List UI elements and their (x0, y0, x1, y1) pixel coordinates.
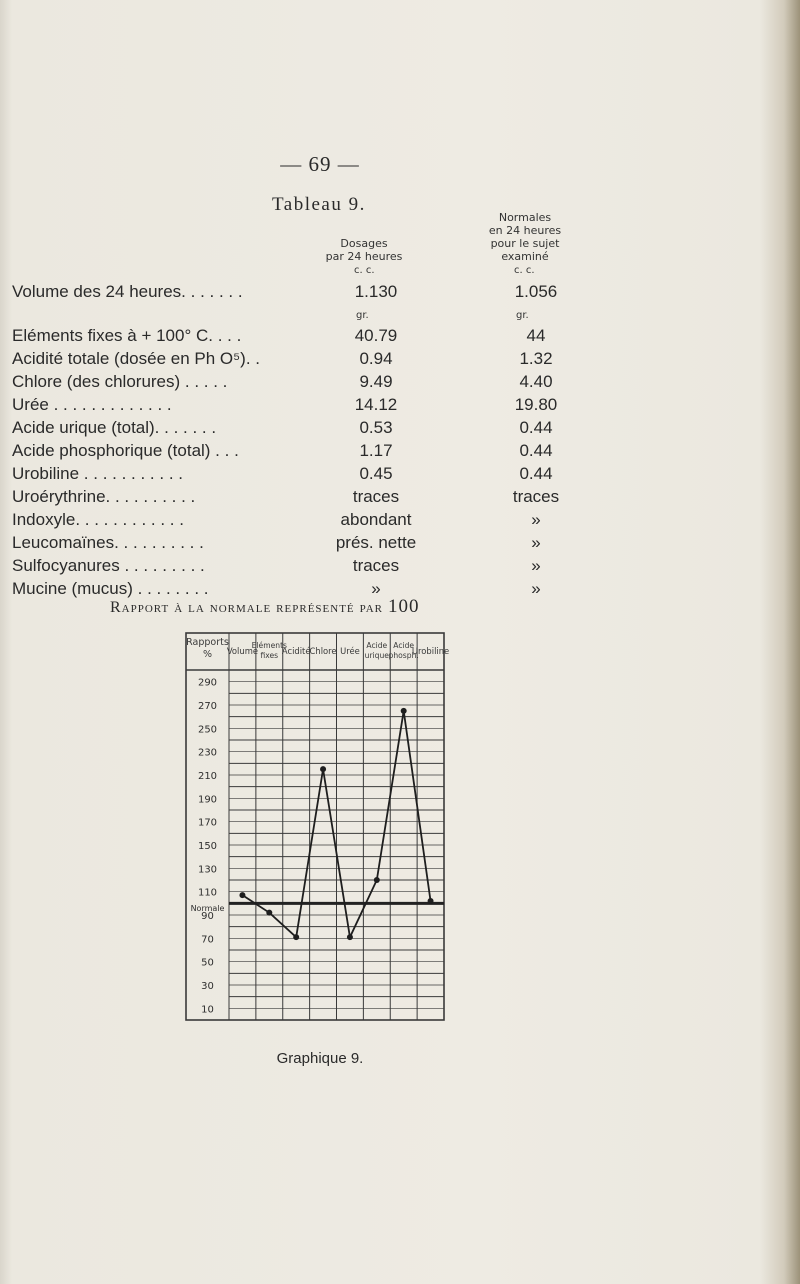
y-tick-label: Normale (190, 903, 225, 913)
row-normale: 19.80 (514, 395, 558, 414)
category-label: Eléments (251, 641, 288, 650)
y-tick-label: 50 (201, 957, 214, 969)
header-label-rapports: % (202, 649, 213, 660)
category-label: urique (364, 651, 389, 660)
row-normale: 4.40 (519, 372, 553, 391)
row-label: Acide urique (total). . . . . . . (12, 418, 217, 437)
data-point (239, 892, 245, 898)
rapport-value: 100 (388, 596, 420, 617)
y-tick-label: 190 (197, 794, 218, 806)
row-normale: » (531, 533, 541, 552)
row-label: Acide phosphorique (total) . . . (12, 441, 239, 460)
row-normale: 0.44 (519, 441, 553, 460)
y-tick-label: 230 (197, 747, 218, 759)
row-dosage: traces (352, 487, 400, 506)
category-label: Acidité (281, 646, 311, 656)
y-tick-label: 30 (201, 981, 214, 992)
row-label: Sulfocyanures . . . . . . . . . (12, 556, 205, 575)
y-tick-label: 150 (197, 841, 218, 852)
data-point (374, 877, 380, 883)
row-label: Mucine (mucus) . . . . . . . . (12, 579, 209, 598)
rapport-title: Rapport à la normale représenté par (110, 599, 384, 616)
row-normale: traces (512, 487, 560, 506)
data-point (428, 898, 434, 904)
column-header-line: Normales (498, 211, 552, 224)
data-point (320, 766, 326, 772)
y-tick-label: 170 (197, 817, 218, 829)
y-tick-label: 70 (201, 934, 214, 946)
row-dosage: 9.49 (359, 372, 393, 391)
category-label: fixes (260, 651, 279, 660)
column-header-line: par 24 heures (325, 250, 403, 263)
row-dosage: 1.17 (359, 441, 393, 460)
row-label: Uroérythrine. . . . . . . . . . (12, 487, 196, 506)
y-tick-label: 290 (197, 677, 218, 689)
row-dosage: traces (352, 556, 400, 575)
row-dosage: 1.130 (354, 282, 398, 301)
row-normale: 1.32 (519, 349, 553, 368)
row-normale: 44 (526, 326, 546, 345)
row-normale: » (531, 579, 541, 598)
category-label: phosph. (388, 651, 419, 660)
row-dosage: 0.94 (359, 349, 393, 368)
row-label: Urobiline . . . . . . . . . . . (12, 464, 183, 483)
category-label: Volume (226, 646, 259, 656)
row-dosage: 0.45 (359, 464, 393, 483)
data-point (266, 910, 272, 916)
category-label: Acide (366, 641, 388, 650)
row-label: Urée . . . . . . . . . . . . . (12, 395, 172, 414)
column-header-line: examiné (501, 250, 549, 263)
unit-gr-normale: gr. (516, 310, 529, 321)
data-point (401, 708, 407, 714)
row-label: Leucomaïnes. . . . . . . . . . (12, 533, 204, 552)
row-dosage: abondant (340, 510, 412, 529)
row-label: Volume des 24 heures. . . . . . . (12, 282, 243, 301)
unit-cc-dosage: c. c. (354, 265, 375, 276)
y-tick-label: 250 (197, 724, 218, 736)
category-label: Acide (393, 641, 415, 650)
y-tick-label: 110 (197, 887, 218, 899)
category-label: Urée (340, 646, 360, 656)
column-header-line: pour le sujet (490, 237, 560, 250)
y-tick-label: 130 (197, 864, 218, 876)
row-dosage: prés. nette (335, 533, 417, 552)
row-normale: 0.44 (519, 464, 553, 483)
row-dosage: 14.12 (354, 395, 398, 414)
category-label: Chlore (309, 646, 337, 656)
row-dosage: 0.53 (359, 418, 393, 437)
row-normale: » (531, 510, 541, 529)
y-tick-label: 10 (201, 1004, 214, 1016)
y-tick-label: 270 (197, 701, 218, 712)
data-point (293, 934, 299, 940)
category-label: Urobiline (411, 646, 450, 656)
row-label: Chlore (des chlorures) . . . . . (12, 372, 228, 391)
data-point (347, 934, 353, 940)
column-header-line: en 24 heures (488, 224, 562, 237)
row-dosage: 40.79 (354, 326, 398, 345)
graph-caption: Graphique 9. (276, 1050, 364, 1067)
row-normale: » (531, 556, 541, 575)
column-header-line: Dosages (340, 237, 388, 250)
unit-gr-dosage: gr. (356, 310, 369, 321)
row-normale: 0.44 (519, 418, 553, 437)
row-normale: 1.056 (514, 282, 558, 301)
row-label: Acidité totale (dosée en Ph O⁵). . (12, 349, 261, 368)
row-dosage: » (371, 579, 381, 598)
row-label: Eléments fixes à + 100° C. . . . (12, 326, 242, 345)
row-label: Indoxyle. . . . . . . . . . . . (12, 510, 184, 529)
header-label-rapports: Rapports (186, 637, 229, 648)
page-number: — 69 — (280, 152, 360, 176)
unit-cc-normale: c. c. (514, 265, 535, 276)
table-title: Tableau 9. (272, 194, 366, 215)
y-tick-label: 90 (201, 911, 214, 922)
y-tick-label: 210 (197, 771, 218, 782)
